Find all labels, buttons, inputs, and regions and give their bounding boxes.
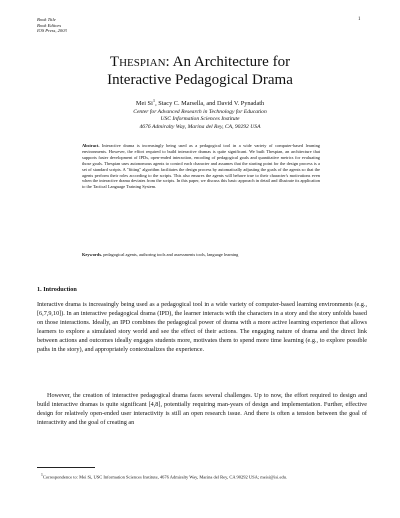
body-paragraph-2: However, the creation of interactive pedagogical drama faces several challenges. Up to now, the effort required to design and build interactive dramas is quite significant [4,8], potentially requiring man-years of design and implementation. Further, effective design for relatively open-ended user interactivity is still an open research issue. And there is often a tension between the goal of interactivity and the goal of creating an: [37, 392, 367, 427]
abstract-label: Abstract.: [82, 143, 100, 148]
abstract-text: Interactive drama is increasingly being used as a pedagogical tool in a wide variety of computer-based learning environments. However, the effort required to build interactive dramas is quite significant. We built Thespian, an architecture that supports faster development of IPDs, open-ended interaction, encoding of pedagogical goals and quantitative metrics for evaluating those goals. Thespian uses autonomous agents to control each character and assumes that the starting point for the design process is a set of standard scripts. A "fitting" algorithm facilitates the design process by automatically adjusting the goals of the agents so that the agents perform their roles according to the scripts. This also ensures the agents will behave true to their character's motivations even when the interactive drama deviates from the scripts. In this paper, we discuss this basic approach in detail and illustrate its application to the Tactical Language Training System.: [82, 143, 320, 190]
paper-title: [0, 53, 400, 89]
affiliation: [0, 109, 400, 131]
footnote: [37, 472, 367, 481]
first-author: Mei Si: [135, 100, 153, 108]
title-system-name: Thespian: [109, 54, 166, 70]
title-line1-rest: : An Architecture for: [165, 54, 291, 70]
other-authors: , Stacy C. Marsella, and David V. Pynadath: [155, 100, 265, 108]
body-paragraph-1: Interactive drama is increasingly being used as a pedagogical tool in a wide variety of computer-based learning environments (e.g., [6,7,9,10]). In an interactive pedagogical drama (IPD), the learner interacts with the characters in a story and the story unfolds based on those interactions. Ideally, an IPD combines the pedagogical power of drama with a more active learning experience that allows learners to explore a simulated story world and see the effect of their actions. The engaging nature of drama and the direct link between actions and outcomes ideally engages students more, motivates them to spend more time learning (e.g., to explore possible paths in the story), and appropriately contextualizes the experience.: [37, 301, 367, 354]
footnote-rule: [37, 467, 95, 468]
header-book-editors: Book Editors: [37, 22, 62, 28]
affiliation-institute: USC Information Sciences Institute: [160, 116, 240, 123]
affiliation-address: 4676 Admiralty Way, Marina del Rey, CA, 90292 USA: [139, 123, 261, 130]
footnote-number: 1: [41, 473, 43, 477]
footnote-marker: 1: [152, 98, 156, 103]
keywords-text: pedagogical agents, authoring tools and assessments tools, language learning: [103, 252, 239, 257]
section-heading: 1. Introduction: [37, 286, 77, 293]
affiliation-center: Center for Advanced Research in Technology for Education: [133, 109, 267, 115]
header-book-title: Book Title: [37, 17, 56, 22]
keywords-label: Keywords.: [82, 252, 103, 257]
header-publisher: IOS Press, 2003: [37, 28, 67, 34]
keywords: [82, 252, 320, 258]
title-line2: Interactive Pedagogical Drama: [107, 72, 293, 88]
footnote-text: Correspondence to: Mei Si, USC Information Sciences Institute, 4676 Admiralty Way, Marina del Rey, CA 90292 USA; meisi@isi.edu.: [42, 474, 288, 480]
author-list: [0, 98, 400, 107]
running-header: [37, 17, 67, 34]
abstract: [82, 143, 320, 190]
page-number: 1: [358, 17, 361, 22]
